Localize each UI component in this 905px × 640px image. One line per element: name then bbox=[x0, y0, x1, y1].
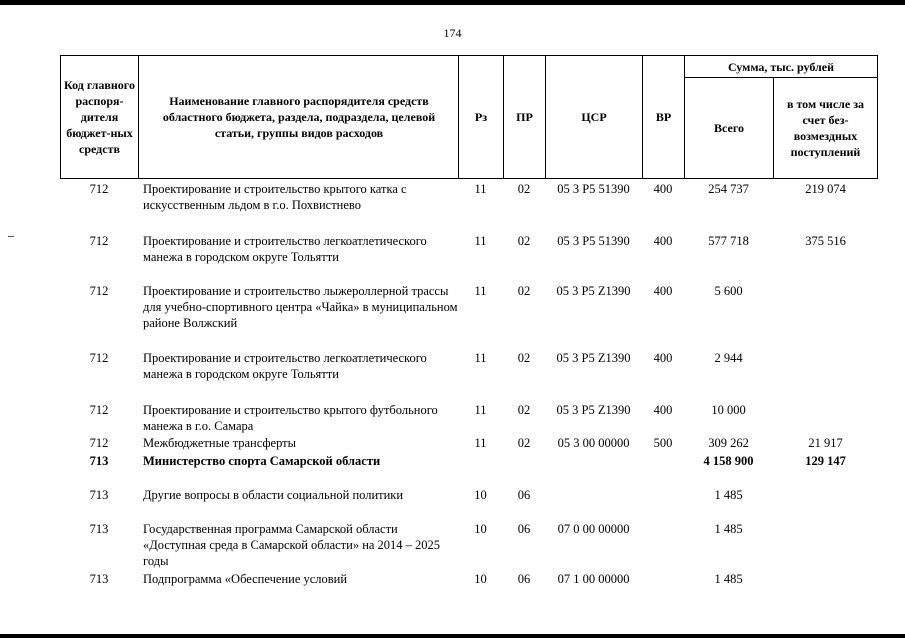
cell-code: 713 bbox=[89, 454, 109, 468]
cell-rz: 10 bbox=[474, 522, 487, 536]
cell-name: Проектирование и строительство крытого футбольного манежа в г.о. Самара bbox=[143, 403, 438, 433]
cell-rz: 11 bbox=[474, 182, 487, 196]
cell-pr: 02 bbox=[517, 351, 531, 365]
cell-free: 375 516 bbox=[805, 234, 846, 248]
page-number: 174 bbox=[443, 26, 462, 40]
top-border bbox=[0, 0, 905, 5]
cell-total: 309 262 bbox=[708, 436, 749, 450]
cell-name: Проектирование и строительство крытого катка с искусственным льдом в г.о. Похвистнево bbox=[143, 182, 407, 212]
cell-csr: 05 3 00 00000 bbox=[557, 436, 630, 450]
cell-code: 712 bbox=[89, 284, 109, 298]
scan-mark bbox=[8, 236, 14, 237]
cell-csr: 05 3 P5 Z1390 bbox=[556, 351, 631, 365]
cell-vr: 400 bbox=[653, 182, 673, 196]
cell-pr: 06 bbox=[517, 488, 531, 502]
table-header bbox=[60, 55, 878, 179]
cell-total: 4 158 900 bbox=[703, 454, 754, 468]
cell-vr: 400 bbox=[653, 234, 673, 248]
cell-total: 1 485 bbox=[714, 488, 743, 502]
cell-total: 5 600 bbox=[714, 284, 743, 298]
header-csr: ЦСР bbox=[581, 110, 607, 124]
cell-code: 712 bbox=[89, 403, 109, 417]
header-pr: ПР bbox=[516, 110, 533, 124]
cell-code: 713 bbox=[89, 572, 109, 586]
cell-code: 712 bbox=[89, 436, 109, 450]
cell-total: 254 737 bbox=[708, 182, 749, 196]
header-rz: Рз bbox=[474, 110, 488, 124]
cell-free: 219 074 bbox=[805, 182, 846, 196]
cell-code: 713 bbox=[89, 488, 109, 502]
cell-pr: 02 bbox=[517, 234, 531, 248]
cell-free: 129 147 bbox=[805, 454, 846, 468]
cell-name: Министерство спорта Самарской области bbox=[143, 454, 381, 468]
cell-total: 2 944 bbox=[714, 351, 743, 365]
cell-csr: 07 1 00 00000 bbox=[557, 572, 630, 586]
cell-code: 713 bbox=[89, 522, 109, 536]
cell-name: Проектирование и строительство легкоатлетического манежа в городском округе Тольятти bbox=[143, 234, 427, 264]
cell-rz: 10 bbox=[474, 488, 487, 502]
cell-total: 1 485 bbox=[714, 522, 743, 536]
cell-pr: 06 bbox=[517, 522, 531, 536]
cell-pr: 06 bbox=[517, 572, 531, 586]
cell-name: Межбюджетные трансферты bbox=[143, 436, 297, 450]
cell-rz: 11 bbox=[474, 234, 487, 248]
cell-vr: 400 bbox=[653, 351, 673, 365]
header-name: Наименование главного распорядителя средств областного бюджета, раздела, подраздела, целевой статьи, группы видов расходов bbox=[162, 94, 436, 140]
bottom-border bbox=[0, 634, 905, 638]
cell-code: 712 bbox=[89, 234, 109, 248]
header-code: Код главного распоря-дителя бюджет-ных средств bbox=[64, 78, 135, 156]
cell-pr: 02 bbox=[517, 436, 531, 450]
cell-rz: 11 bbox=[474, 436, 487, 450]
cell-name: Государственная программа Самарской области «Доступная среда в Самарской области» на 2014 – 2025 годы bbox=[143, 522, 441, 568]
cell-rz: 11 bbox=[474, 351, 487, 365]
cell-rz: 10 bbox=[474, 572, 487, 586]
cell-csr: 05 3 P5 51390 bbox=[557, 182, 630, 196]
header-vr: ВР bbox=[655, 110, 672, 124]
cell-rz: 11 bbox=[474, 403, 487, 417]
cell-csr: 05 3 P5 Z1390 bbox=[556, 403, 631, 417]
cell-total: 10 000 bbox=[711, 403, 746, 417]
header-sum: Сумма, тыс. рублей bbox=[727, 59, 835, 74]
cell-name: Проектирование и строительство лыжероллерной трассы для учебно-спортивного центра «Чайка» в муниципальном районе Волжский bbox=[143, 284, 458, 330]
cell-name: Другие вопросы в области социальной политики bbox=[143, 488, 404, 502]
cell-vr: 400 bbox=[653, 403, 673, 417]
cell-name: Подпрограмма «Обеспечение условий bbox=[143, 572, 348, 586]
header-free: в том числе за счет без-возмездных поступлений bbox=[786, 97, 865, 159]
cell-pr: 02 bbox=[517, 284, 531, 298]
cell-code: 712 bbox=[89, 182, 109, 196]
cell-pr: 02 bbox=[517, 403, 531, 417]
cell-csr: 05 3 P5 Z1390 bbox=[556, 284, 631, 298]
cell-code: 712 bbox=[89, 351, 109, 365]
cell-pr: 02 bbox=[517, 182, 531, 196]
cell-csr: 07 0 00 00000 bbox=[557, 522, 630, 536]
cell-vr: 400 bbox=[653, 284, 673, 298]
cell-free: 21 917 bbox=[808, 436, 843, 450]
cell-vr: 500 bbox=[653, 436, 673, 450]
header-total: Всего bbox=[714, 121, 744, 135]
cell-csr: 05 3 P5 51390 bbox=[557, 234, 630, 248]
cell-name: Проектирование и строительство легкоатлетического манежа в городском округе Тольятти bbox=[143, 351, 427, 381]
cell-total: 577 718 bbox=[708, 234, 749, 248]
cell-rz: 11 bbox=[474, 284, 487, 298]
cell-total: 1 485 bbox=[714, 572, 743, 586]
